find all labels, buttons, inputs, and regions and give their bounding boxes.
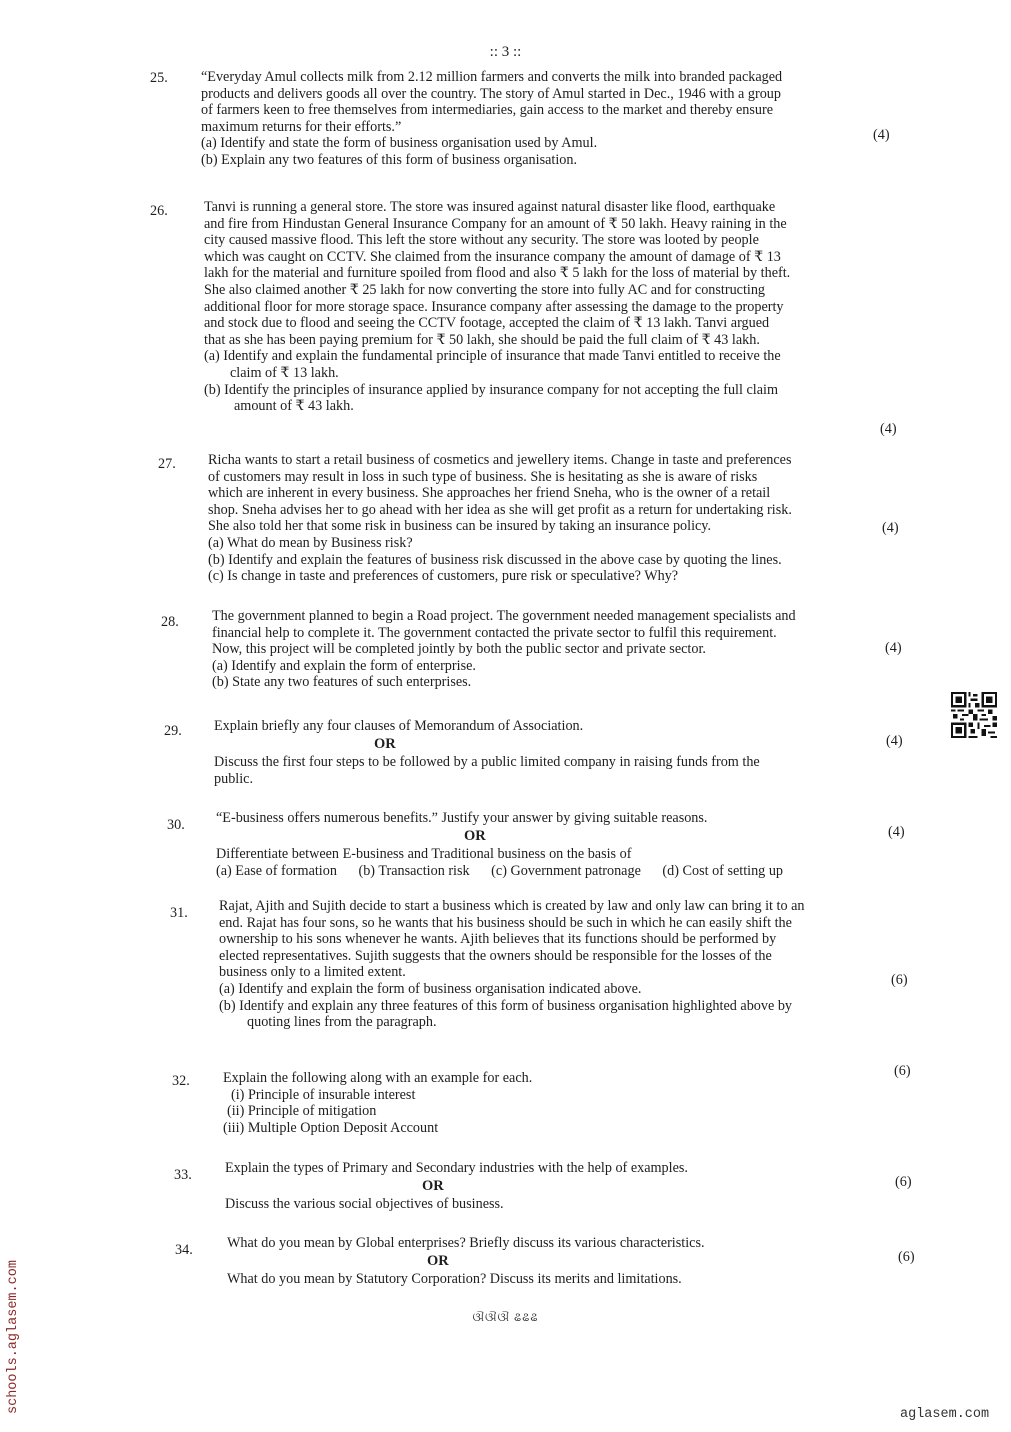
basis-a: (a) Ease of formation: [216, 862, 337, 879]
question-number: 32.: [172, 1073, 190, 1089]
text-line: lakh for the material and furniture spoiled from flood and also ₹ 5 lakh for the loss of material by theft.: [204, 265, 791, 282]
end-of-paper-mark: ଔଔଔ ଌଌଌ: [472, 1310, 539, 1324]
corner-watermark: aglasem.com: [900, 1407, 990, 1422]
sub-question-b: (b) Identify the principles of insurance applied by insurance company for not accepting the full claim: [204, 381, 778, 398]
marks: (4): [880, 421, 897, 437]
basis-d: (d) Cost of setting up: [662, 862, 784, 879]
question-option-1: Explain briefly any four clauses of Memorandum of Association.: [214, 718, 584, 734]
text-line: Richa wants to start a retail business of cosmetics and jewellery items. Change in taste and preferences: [208, 452, 792, 468]
question-text: [212, 608, 912, 691]
item-ii: (ii) Principle of mitigation: [227, 1103, 377, 1120]
question-prompt: Explain the following along with an example for each.: [223, 1070, 533, 1086]
marks: (4): [882, 520, 899, 536]
sub-question-a: (a) Identify and explain the form of enterprise.: [212, 657, 476, 674]
basis-c: (c) Government patronage: [491, 862, 641, 879]
marks: (4): [888, 824, 905, 840]
or-separator: OR: [464, 827, 486, 844]
text-line: end. Rajat has four sons, so he wants that his business should be such in which he can easily shift the: [219, 914, 792, 931]
sub-question-b: (b) Identify and explain any three features of this form of business organisation highlighted above by: [219, 997, 793, 1014]
marks: (4): [873, 127, 890, 143]
question-text: [214, 718, 894, 787]
question-text: [223, 1070, 903, 1136]
question-text: [204, 199, 900, 415]
sub-question-a-cont: claim of ₹ 13 lakh.: [230, 364, 339, 381]
question-option-2: Discuss the first four steps to be followed by a public limited company in raising funds from the: [214, 754, 760, 771]
sub-question-a: (a) Identify and explain the fundamental principle of insurance that made Tanvi entitled to receive the: [204, 348, 781, 365]
text-line: additional floor for more storage space. Insurance company after assessing the damage to the property: [204, 298, 784, 315]
text-line: elected representatives. Sujith suggests that the owners should be responsible for the losses of the: [219, 947, 772, 964]
text-line: She also told her that some risk in business can be insured by taking an insurance policy.: [208, 518, 712, 535]
text-line: Now, this project will be completed jointly by both the public sector and private sector.: [212, 641, 706, 658]
or-separator: OR: [374, 735, 396, 752]
text-line: ownership to his sons whenever he wants. Ajith believes that its functions should be performed by: [219, 931, 777, 948]
question-option-2: What do you mean by Statutory Corporation? Discuss its merits and limitations.: [227, 1271, 682, 1288]
question-number: 34.: [175, 1242, 193, 1258]
text-line: of customers may result in loss in such type of business. She is hesitating as she is aware of risks: [208, 468, 758, 485]
sub-question-b: (b) State any two features of such enterprises.: [212, 674, 472, 691]
question-number: 28.: [161, 614, 179, 630]
text-line: that as she has been paying premium for ₹ 50 lakh, she should be paid the full claim of ₹ 43 lakh.: [204, 331, 760, 348]
qr-code-icon: [950, 692, 998, 738]
question-text: [227, 1235, 907, 1288]
question-option-2: Differentiate between E-business and Traditional business on the basis of: [216, 846, 632, 863]
side-watermark: schools.aglasem.com: [6, 1260, 21, 1414]
sub-question-c: (c) Is change in taste and preferences of customers, pure risk or speculative? Why?: [208, 568, 679, 585]
question-option-2: Discuss the various social objectives of business.: [225, 1196, 504, 1213]
marks: (6): [891, 972, 908, 988]
marks: (6): [898, 1249, 915, 1265]
question-text: [219, 898, 919, 1031]
question-option-2-cont: public.: [214, 770, 254, 787]
or-separator: OR: [422, 1177, 444, 1194]
text-line: shop. Sneha advises her to go ahead with her idea as she will get profit as a return for undertaking risk.: [208, 501, 792, 518]
sub-question-b: (b) Identify and explain the features of business risk discussed in the above case by quoting the lines.: [208, 551, 782, 568]
question-number: 29.: [164, 723, 182, 739]
question-text: [208, 452, 908, 585]
question-option-1: What do you mean by Global enterprises? Briefly discuss its various characteristics.: [227, 1235, 705, 1251]
question-text: [201, 69, 891, 169]
question-text: [216, 810, 896, 879]
sub-question-a: (a) What do mean by Business risk?: [208, 534, 413, 551]
sub-question-a: (a) Identify and state the form of business organisation used by Amul.: [201, 135, 598, 152]
comparison-bases: [216, 863, 896, 880]
marks: (6): [894, 1063, 911, 1079]
sub-question-b-cont: quoting lines from the paragraph.: [247, 1014, 437, 1031]
page-number: :: 3 ::: [489, 44, 522, 60]
text-line: products and delivers goods all over the country. The story of Amul started in Dec., 1946 with a group: [201, 85, 781, 102]
text-line: Tanvi is running a general store. The store was insured against natural disaster like flood, earthquake: [204, 199, 776, 215]
question-option-1: “E-business offers numerous benefits.” Justify your answer by giving suitable reasons.: [216, 810, 708, 826]
question-option-1: Explain the types of Primary and Secondary industries with the help of examples.: [225, 1160, 688, 1176]
question-number: 33.: [174, 1167, 192, 1183]
marks: (4): [885, 640, 902, 656]
text-line: which are inherent in every business. She approaches her friend Sneha, who is the owner of a retail: [208, 485, 771, 502]
marks: (6): [895, 1174, 912, 1190]
question-number: 30.: [167, 817, 185, 833]
text-line: which was caught on CCTV. She claimed from the insurance company the amount of damage of ₹ 13: [204, 248, 781, 265]
text-line: business only to a limited extent.: [219, 964, 406, 981]
item-iii: (iii) Multiple Option Deposit Account: [223, 1119, 439, 1136]
sub-question-b-cont: amount of ₹ 43 lakh.: [234, 398, 354, 415]
text-line: “Everyday Amul collects milk from 2.12 million farmers and converts the milk into branded packaged: [201, 69, 783, 85]
text-line: maximum returns for their efforts.”: [201, 118, 402, 135]
text-line: The government planned to begin a Road project. The government needed management specialists and: [212, 608, 796, 624]
text-line: Rajat, Ajith and Sujith decide to start a business which is created by law and only law can bring it to an: [219, 898, 805, 914]
text-line: and fire from Hindustan General Insurance Company for an amount of ₹ 50 lakh. Heavy raining in the: [204, 215, 787, 232]
text-line: of farmers keen to free themselves from intermediaries, gain access to the market and thereby ensure: [201, 102, 773, 119]
sub-question-a: (a) Identify and explain the form of business organisation indicated above.: [219, 980, 642, 997]
text-line: city caused massive flood. This left the store without any security. The store was looted by people: [204, 232, 759, 249]
question-number: 25.: [150, 70, 168, 86]
marks: (4): [886, 733, 903, 749]
item-i: (i) Principle of insurable interest: [231, 1086, 416, 1103]
question-number: 26.: [150, 203, 168, 219]
text-line: financial help to complete it. The government contacted the private sector to fulfil this requirement.: [212, 624, 777, 641]
question-number: 27.: [158, 456, 176, 472]
text-line: She also claimed another ₹ 25 lakh for now converting the store into fully AC and for constructing: [204, 281, 766, 298]
question-number: 31.: [170, 905, 188, 921]
sub-question-b: (b) Explain any two features of this form of business organisation.: [201, 151, 578, 168]
text-line: and stock due to flood and seeing the CCTV footage, accepted the claim of ₹ 13 lakh. Tanvi argued: [204, 315, 770, 332]
question-text: [225, 1160, 905, 1213]
basis-b: (b) Transaction risk: [358, 862, 470, 879]
or-separator: OR: [427, 1252, 449, 1269]
